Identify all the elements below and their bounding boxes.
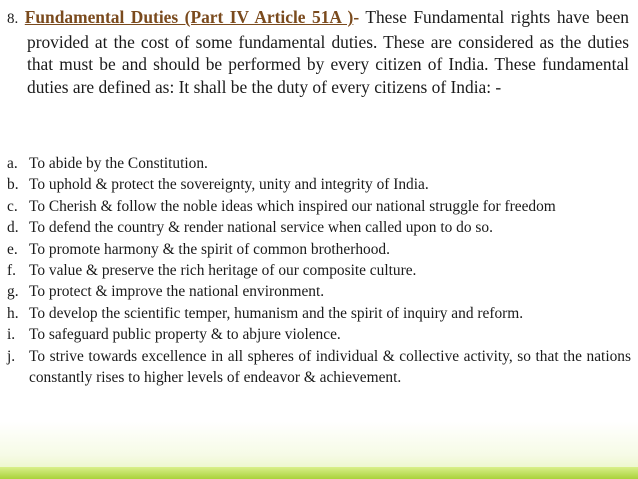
list-marker: j. (7, 347, 16, 365)
duties-list (7, 153, 631, 388)
list-item-text: To strive towards excellence in all spheres of individual & collective activity, so that the nations constantly rises to higher levels of endeavor & achievement. (29, 347, 631, 387)
list-item-text: To uphold & protect the sovereignty, unity and integrity of India. (29, 176, 429, 194)
intro-text: These Fundamental rights have been provided at the cost of some fundamental duties. These are considered as the duties that must be and should be performed by every citizen of India. These fundamental duties are defined as: It shall be the duty of every citizens of India: - (27, 7, 629, 98)
list-marker: f. (7, 262, 16, 280)
section-number: 8. (7, 11, 19, 27)
list-item (7, 346, 631, 389)
list-marker: i. (7, 326, 16, 344)
list-item-text: To develop the scientific temper, humanism and the spirit of inquiry and reform. (29, 304, 524, 322)
list-item-text: To promote harmony & the spirit of common brotherhood. (29, 240, 390, 258)
list-marker: c. (7, 197, 18, 215)
list-item (7, 239, 631, 260)
list-item-text: To safeguard public property & to abjure violence. (29, 326, 341, 344)
list-item (7, 217, 631, 238)
accent-bar (0, 467, 638, 479)
list-item-text: To abide by the Constitution. (29, 155, 208, 172)
list-item-text: To Cherish & follow the noble ideas which inspired our national struggle for freedom (29, 197, 556, 215)
list-marker: g. (7, 283, 19, 301)
list-item-text: To defend the country & render national service when called upon to do so. (29, 219, 493, 237)
intro-paragraph (7, 6, 629, 99)
list-item (7, 196, 631, 217)
list-item (7, 260, 631, 281)
section-heading: Fundamental Duties (Part IV Article 51A ) (24, 7, 354, 27)
list-marker: e. (7, 240, 18, 258)
list-item (7, 324, 631, 345)
list-item (7, 281, 631, 302)
list-marker: b. (7, 176, 19, 194)
list-marker: d. (7, 219, 19, 237)
list-item (7, 153, 631, 174)
list-item-text: To protect & improve the national environment. (29, 283, 325, 301)
list-marker: h. (7, 304, 19, 322)
list-marker: a. (7, 155, 18, 172)
list-item-text: To value & preserve the rich heritage of our composite culture. (29, 262, 417, 280)
heading-dash: - (353, 7, 360, 27)
list-item (7, 174, 631, 195)
list-item (7, 303, 631, 324)
